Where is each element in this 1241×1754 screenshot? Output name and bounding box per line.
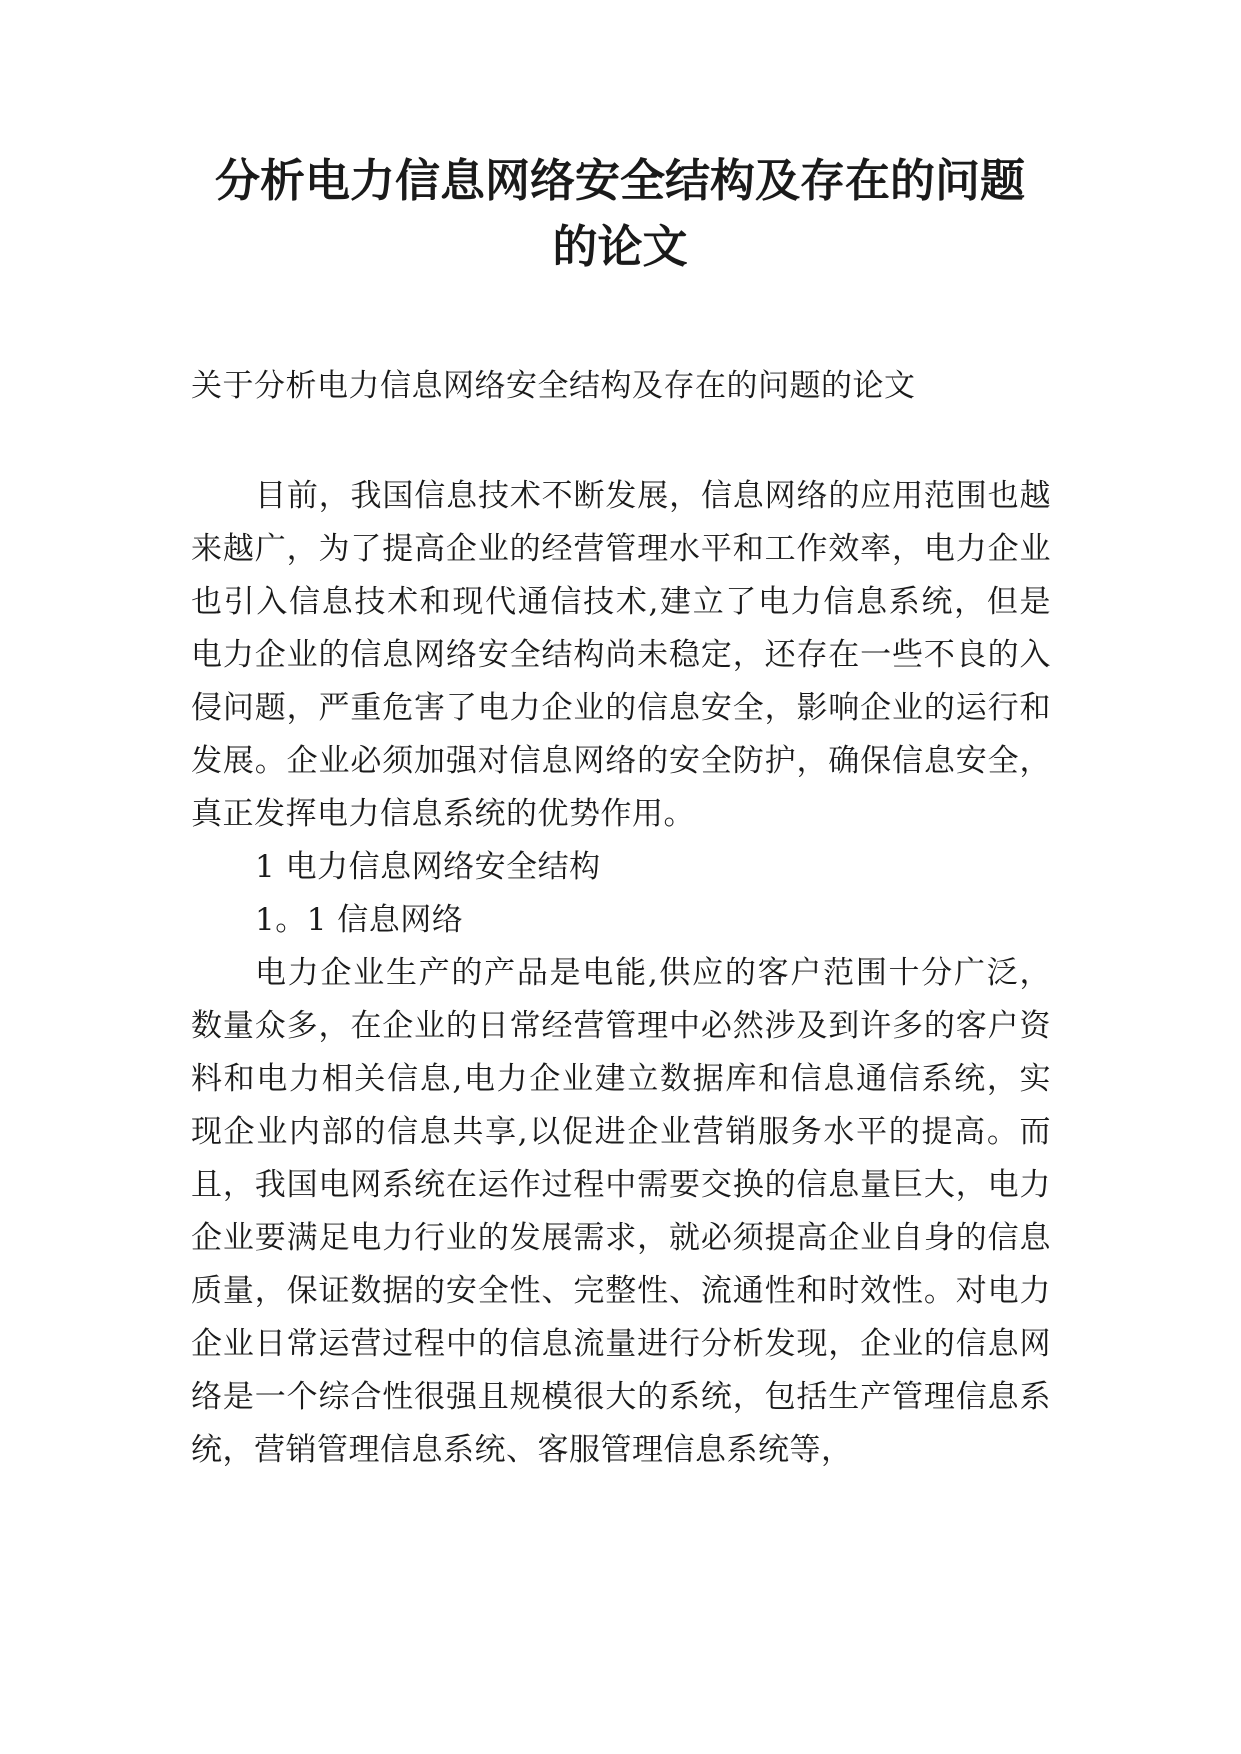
paragraph-intro: 目前，我国信息技术不断发展，信息网络的应用范围也越来越广，为了提高企业的经营管理水平和工作效率，电力企业也引入信息技术和现代通信技术,建立了电力信息系统，但是电力企业的信息网络安全结构尚未稳定，还存在一些不良的入侵问题，严重危害了电力企业的信息安全，影响企业的运行和发展。企业必须加强对信息网络的安全防护，确保信息安全，真正发挥电力信息系统的优势作用。 [191, 478, 1051, 832]
section-heading-1: 1 电力信息网络安全结构 [255, 849, 601, 885]
document-body [191, 470, 1051, 1477]
paragraph-information-network: 电力企业生产的产品是电能,供应的客户范围十分广泛，数量众多，在企业的日常经营管理中必然涉及到许多的客户资料和电力相关信息,电力企业建立数据库和信息通信系统，实现企业内部的信息共享,以促进企业营销服务水平的提高。而且，我国电网系统在运作过程中需要交换的信息量巨大，电力企业要满足电力行业的发展需求，就必须提高企业自身的信息质量，保证数据的安全性、完整性、流通性和时效性。对电力企业日常运营过程中的信息流量进行分析发现，企业的信息网络是一个综合性很强且规模很大的系统，包括生产管理信息系统，营销管理信息系统、客服管理信息系统等， [191, 955, 1051, 1468]
section-heading-1-1: 1。1 信息网络 [255, 902, 464, 938]
document-subtitle: 关于分析电力信息网络安全结构及存在的问题的论文 [191, 368, 916, 404]
document-title [160, 148, 1080, 280]
title-line-2: 的论文 [552, 220, 688, 273]
title-line-1: 分析电力信息网络安全结构及存在的问题 [214, 154, 1025, 207]
